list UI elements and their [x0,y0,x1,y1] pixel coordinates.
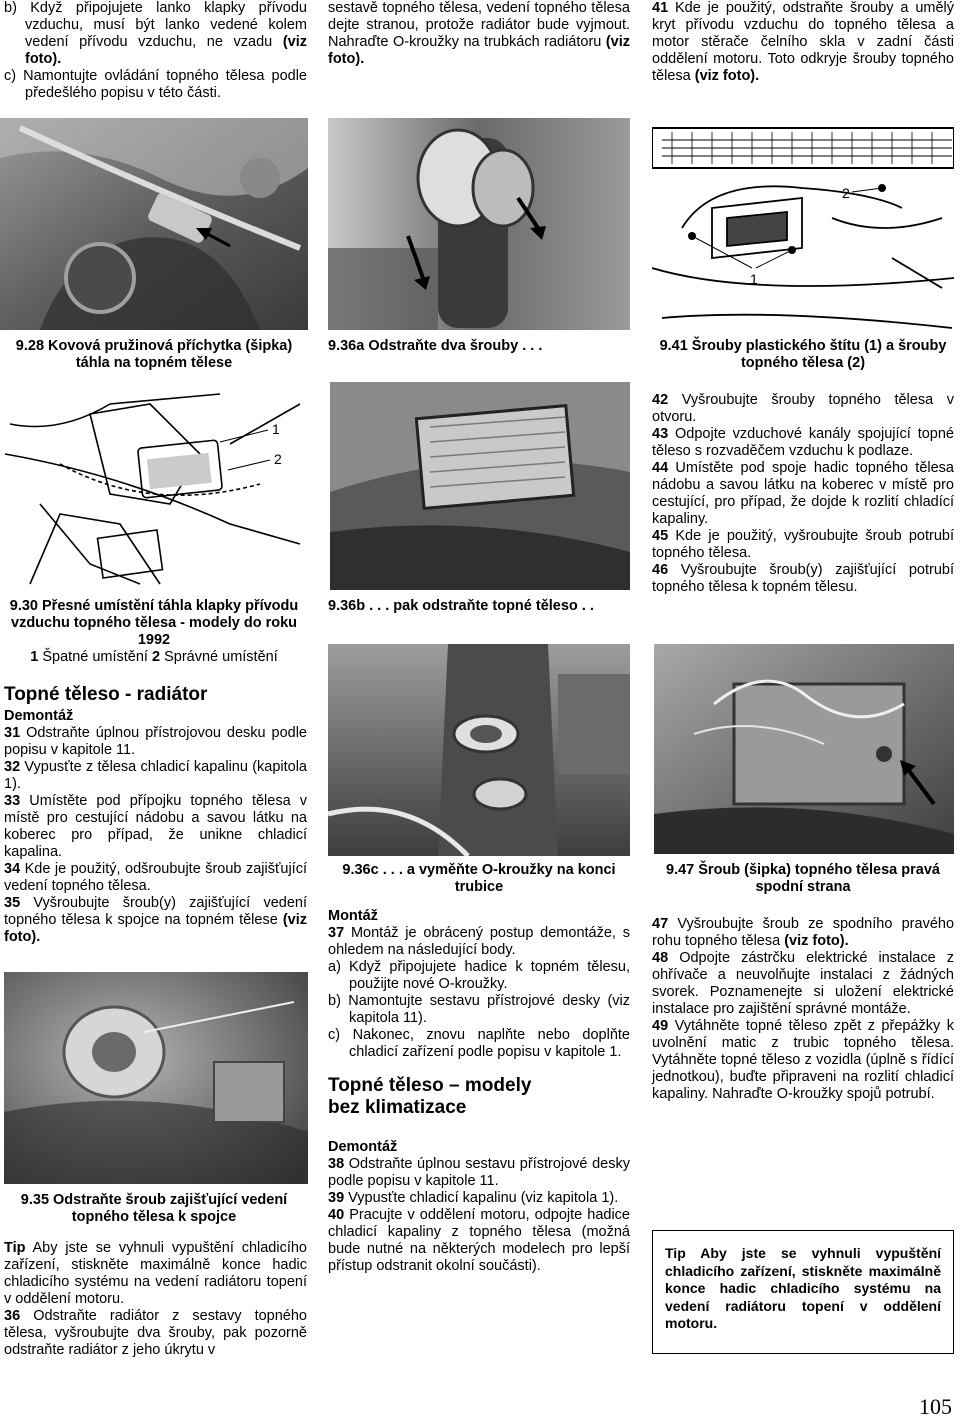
caption-9-36a: 9.36a Odstraňte dva šrouby . . . [328,338,543,354]
page-number: 105 [919,1394,952,1419]
step-text: Vypusťte z tělesa chladicí kapalinu (kapitola 1). [4,759,307,792]
column-right-lower [652,916,954,1103]
step-37-c: c) Nakonec, znovu naplňte nebo doplňte chladicí zařízení podle popisu v kapitole 1. [328,1027,630,1060]
column-right-middle [652,392,954,596]
photo-9-36a [328,118,630,330]
column-middle [328,0,630,68]
step-text: Pracujte v oddělení motoru, odpojte hadice chladicí kapaliny z topného tělesa (možná bude nutné na některých modelech pro lepší přístup odstranit okolní součásti). [328,1207,630,1274]
step-30-b [4,0,307,68]
step-48 [652,950,954,1018]
step-36-cont [328,0,630,68]
step-text: Odstraňte úplnou sestavu přístrojové desky podle popisu v kapitole 11. [328,1156,630,1189]
heading-radiator: Topné těleso - radiátor [4,684,208,705]
step-num: 46 [652,562,669,578]
caption-9-30-title: 9.30 Přesné umístění táhla klapky přívodu vzduchu topného tělesa - modely do roku 1992 [9,598,299,648]
step-41 [652,0,954,85]
tip-left [4,1240,307,1308]
photo-9-28-image [0,118,308,330]
step-45 [652,528,954,562]
step-num: 49 [652,1018,669,1034]
column-left-bottom [4,1240,307,1359]
step-44 [652,460,954,528]
step-42 [652,392,954,426]
step-num: 44 [652,460,669,476]
step-37 [328,925,630,959]
photo-9-47-image [654,644,954,854]
step-text: Odpojte vzduchové kanály spojující topné těleso s rozvaděčem vzduchu k podlaze. [652,426,954,459]
tip-box-text: Aby jste se vyhnuli vypuštění chladicího zařízení, stiskněte maximálně konce hadic chladicího systému na vedení radiátoru topení v oddělení motoru. [665,1245,942,1331]
step-num: 31 [4,725,21,741]
legend-num-1: 1 [30,649,39,665]
step-text: Vyšroubujte šroub ze spodního pravého rohu topného tělesa [652,916,955,949]
photo-9-35-image [4,972,308,1184]
photo-9-36b [330,382,630,590]
step-num: 41 [652,0,669,16]
step-num: 37 [328,925,345,941]
step-47 [652,916,954,950]
photo-ref: (viz foto). [4,912,307,945]
subheading-demontaz: Demontáž [4,708,74,724]
step-num: 40 [328,1207,345,1223]
step-num: 45 [652,528,669,544]
photo-9-36c [328,644,630,856]
step-40 [328,1207,630,1275]
step-text: Montáž je obrácený postup demontáže, s ohledem na následující body. [328,925,631,958]
heading-bez-klimatizace: Topné těleso – modely bez klimatizace [328,1075,532,1118]
step-text: Kde je použitý, odšroubujte šroub zajišťující vedení topného tělesa. [4,861,307,894]
step-text: Odpojte zástrčku elektrické instalace z ohřívače a neuvolňujte instalaci z žádných svorek. Poznamenejte si uložení elektrické instalace pro zajištění správné montáže. [652,950,954,1017]
diagram-9-41-label-1: 1 [750,271,758,287]
step-text: Odstraňte radiátor z sestavy topného tělesa, vyšroubujte dva šrouby, pak pozorně odstraňte radiátor z jeho úkrytu v [4,1308,307,1358]
diagram-9-30-drawing [0,384,308,590]
diagram-9-41-drawing [652,118,954,330]
step-text: Kde je použitý, odstraňte šrouby a umělý kryt přívodu vzduchu do topného tělesa a motor stěrače čelního skla v zadní části oddělení motoru. Toto odkryje šrouby topného tělesa [652,0,955,84]
column-right [652,0,954,85]
step-34 [4,861,307,895]
step-30-c: c) Namontujte ovládání topného tělesa podle předešlého popisu v této části. [4,68,307,101]
step-text: sestavě topného tělesa, vedení topného tělesa dejte stranou, protože radiátor bude vyjmout. Nahraďte O-kroužky na trubkách radiátoru [328,0,630,50]
step-38 [328,1156,630,1190]
photo-9-36c-image [328,644,630,856]
subheading-demontaz-2: Demontáž [328,1139,398,1155]
photo-9-28 [0,118,308,330]
step-text: Odstraňte úplnou přístrojovou desku podle popisu v kapitole 11. [4,725,307,758]
step-text: Vyšroubujte šroub(y) zajišťující vedení topného tělesa k spojce na topném tělese [4,895,308,928]
tip-label: Tip [4,1240,26,1256]
photo-ref: (viz foto). [784,933,849,949]
caption-9-28: 9.28 Kovová pružinová příchytka (šipka) táhla na topném tělese [15,338,293,371]
column-left-lower [4,684,307,946]
caption-9-47: 9.47 Šroub (šipka) topného tělesa pravá spodní strana [666,862,940,895]
photo-9-47 [654,644,954,854]
step-num: 33 [4,793,21,809]
caption-9-35: 9.35 Odstraňte šroub zajišťující vedení topného tělesa k spojce [20,1192,288,1225]
step-num: 42 [652,392,669,408]
step-num: 39 [328,1190,345,1206]
step-46 [652,562,954,596]
column-left [4,0,307,102]
legend-text-2: Správné umístění [164,649,278,665]
step-num: 48 [652,950,669,966]
step-num: 38 [328,1156,345,1172]
step-32 [4,759,307,793]
step-num: 32 [4,759,21,775]
caption-9-30-legend [0,649,308,666]
step-text: Umístěte pod přípojku topného tělesa v místě pro cestující nádobu a savou látku na koberec pro případ, že unikne chladicí kapalina. [4,793,307,860]
step-text: Kde je použitý, vyšroubujte šroub potrubí topného tělesa. [652,528,955,561]
photo-9-36a-image [328,118,630,330]
step-text: Vytáhněte topné těleso zpět z přepážky k uvolnění matic z trubic topného tělesa. Vytáhněte topné těleso z vozidla (úplně s řídící jednotkou), buďte připraveni na rozlití chladicí kapaliny. Nahraďte O-kroužky spojů potrubí. [652,1018,954,1102]
tip-text: Aby jste se vyhnuli vypuštění chladicího zařízení, stiskněte maximálně konce hadic chladicího systému na vedení radiátoru topení v oddělení motoru. [4,1240,307,1307]
step-35 [4,895,307,946]
diagram-9-30-label-1: 1 [272,421,280,437]
step-text: Vypusťte chladicí kapalinu (viz kapitola 1). [348,1190,619,1206]
tip-box [652,1230,954,1354]
caption-9-36b: 9.36b . . . pak odstraňte topné těleso . . [328,598,594,614]
step-num: 47 [652,916,669,932]
legend-text-1: Špatné umístění [42,649,148,665]
step-49 [652,1018,954,1103]
step-num: 34 [4,861,21,877]
caption-9-41: 9.41 Šrouby plastického štítu (1) a šrouby topného tělesa (2) [659,338,947,371]
photo-9-35 [4,972,308,1184]
diagram-9-30 [0,384,308,590]
step-num: 35 [4,895,21,911]
column-middle-lower [328,908,630,1275]
step-text: b) Když připojujete lanko klapky přívodu vzduchu, musí být lanko vedené kolem vedení přívodu vzduchu, ne vzadu [4,0,307,50]
photo-ref: (viz foto). [328,34,631,67]
caption-9-30 [0,598,308,666]
step-num: 36 [4,1308,21,1324]
step-36 [4,1308,307,1359]
photo-ref: (viz foto). [25,34,308,67]
step-43 [652,426,954,460]
caption-9-36c: 9.36c . . . a vyměňte O-kroužky na konci trubice [342,862,616,895]
step-num: 43 [652,426,669,442]
subheading-montaz: Montáž [328,908,378,924]
tip-box-label: Tip [665,1245,686,1261]
step-31 [4,725,307,759]
diagram-9-41-label-2: 2 [842,185,850,201]
step-39 [328,1190,630,1207]
step-37-a: a) Když připojujete hadice k topném tělesu, použijte nové O-kroužky. [328,959,630,992]
legend-num-2: 2 [151,649,161,665]
photo-9-36b-image [330,382,630,590]
step-37-b: b) Namontujte sestavu přístrojové desky (viz kapitola 11). [328,993,630,1026]
diagram-9-30-label-2: 2 [274,451,282,467]
photo-ref: (viz foto). [694,68,760,84]
diagram-9-41 [652,118,954,330]
step-33 [4,793,307,861]
step-text: Umístěte pod spoje hadic topného tělesa nádobu a savou látku na koberec v místě pro cestující, pro případ, že dojde k rozlití chladící kapaliny. [652,460,954,527]
step-text: Vyšroubujte šrouby topného tělesa v otvoru. [652,392,954,425]
step-text: Vyšroubujte šroub(y) zajišťující potrubí topného tělesa k topném tělesu. [652,562,955,595]
